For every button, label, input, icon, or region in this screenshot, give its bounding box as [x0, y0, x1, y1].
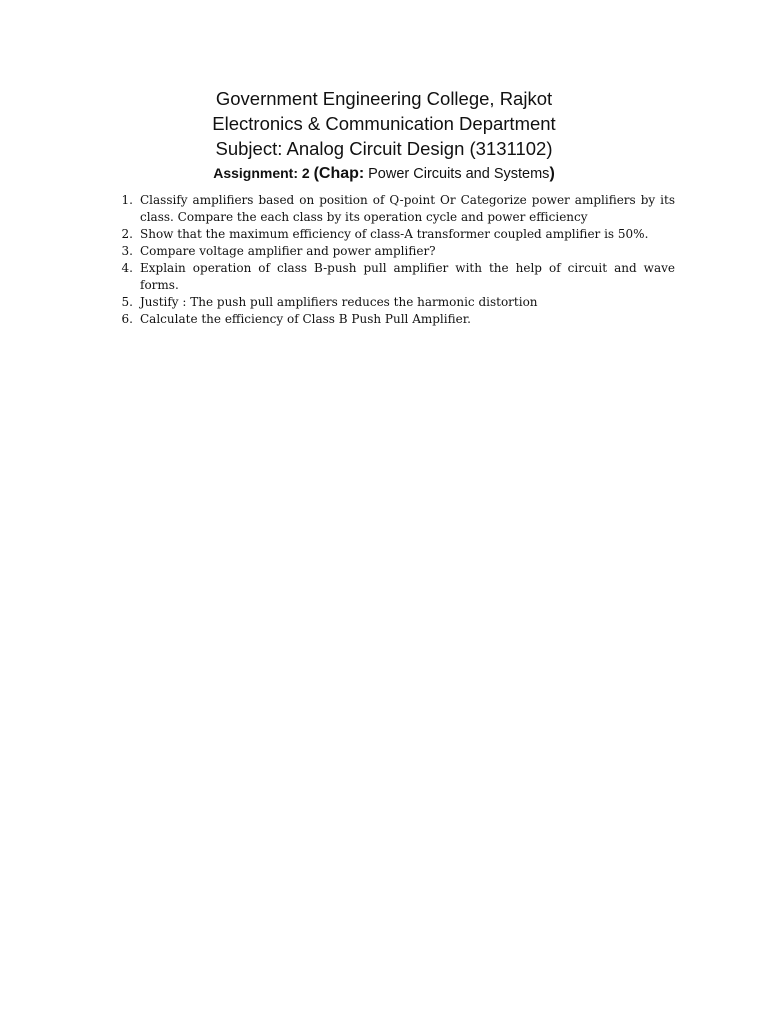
- question-text: Explain operation of class B-push pull amplifier with the help of circuit and wave forms.: [140, 261, 675, 292]
- assignment-heading: [0, 162, 768, 185]
- department-name: Electronics & Communication Department: [212, 113, 556, 134]
- question-item: [113, 243, 675, 260]
- question-number: 3.: [121, 244, 133, 258]
- question-item: [113, 192, 675, 226]
- question-text: Justify : The push pull amplifiers reduces the harmonic distortion: [140, 295, 538, 309]
- question-text: Compare voltage amplifier and power amplifier?: [140, 244, 436, 258]
- chap-label: Chap:: [318, 165, 365, 182]
- question-number: 1.: [121, 193, 133, 207]
- chapter-title: Power Circuits and Systems: [368, 166, 550, 182]
- question-item: [113, 294, 675, 311]
- document-header: [0, 86, 768, 185]
- question-number: 5.: [121, 295, 133, 309]
- question-text: Show that the maximum efficiency of class-A transformer coupled amplifier is 50%.: [140, 227, 649, 241]
- question-number: 2.: [121, 227, 133, 241]
- question-text: Classify amplifiers based on position of Q-point Or Categorize power amplifiers by its class. Compare the each class by its operation cycle and power efficiency: [140, 193, 675, 224]
- question-text: Calculate the efficiency of Class B Push Pull Amplifier.: [140, 312, 471, 326]
- assignment-label: Assignment: 2: [213, 165, 310, 181]
- question-number: 4.: [121, 261, 133, 275]
- question-item: [113, 226, 675, 243]
- question-number: 6.: [121, 312, 133, 326]
- subject-title: Subject: Analog Circuit Design (3131102): [215, 138, 553, 159]
- college-name: Government Engineering College, Rajkot: [215, 88, 553, 109]
- question-list: [113, 192, 675, 328]
- question-item: [113, 260, 675, 294]
- open-paren: (: [313, 165, 319, 182]
- close-paren: ): [549, 165, 555, 182]
- question-item: [113, 311, 675, 328]
